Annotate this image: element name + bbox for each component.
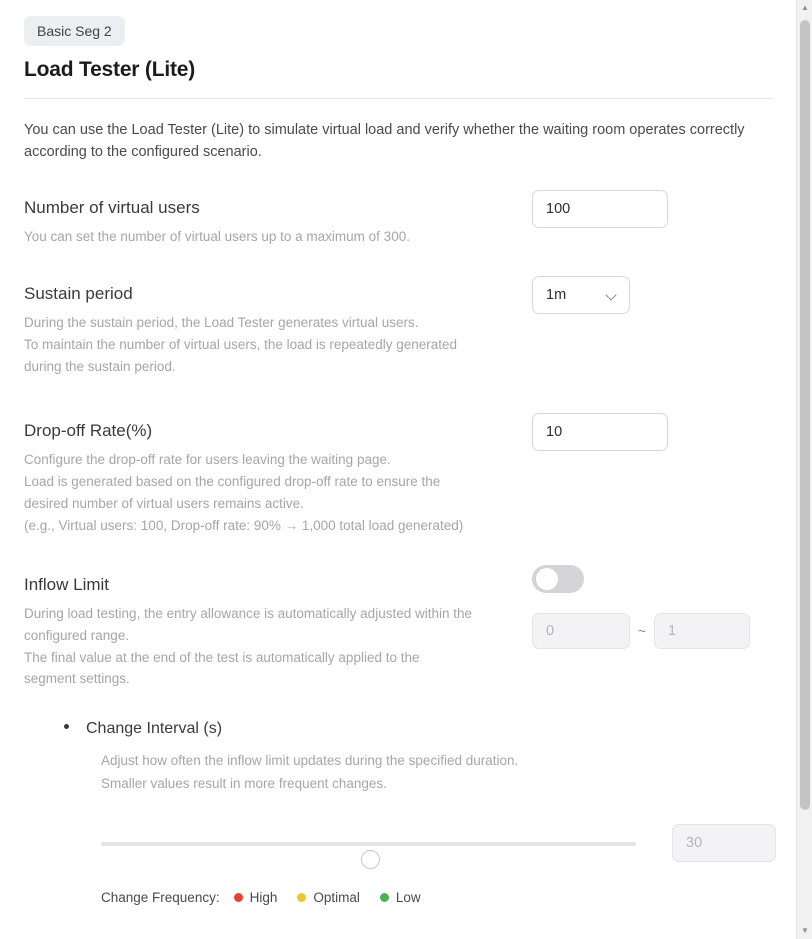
sustain-period-value: 1m [546,286,567,303]
legend-text-high: High [249,889,278,905]
header-divider [24,98,772,99]
change-interval-title-row [64,720,772,738]
legend-dot-optimal [297,893,306,902]
legend-text-low: Low [395,889,421,905]
legend-dot-high [234,893,243,902]
change-interval-description [101,750,772,795]
chevron-up-icon[interactable]: ▲ [801,3,809,12]
inflow-limit-heading: Inflow Limit [24,574,110,594]
inflow-range-min-input[interactable] [532,613,630,649]
legend-item-high [234,890,278,905]
virtual-users-value: 100 [546,200,571,217]
drop-off-desc-line-1: Configure the drop-off rate for users leaving the waiting page. [24,452,391,468]
drop-off-rate-description [24,449,524,536]
section-drop-off-rate [24,421,772,536]
drop-off-desc-line-4: (e.g., Virtual users: 100, Drop-off rate: 90% → 1,000 total load generated) [24,517,464,533]
sustain-period-description [24,312,524,378]
change-interval-slider-row [101,826,772,868]
drop-off-rate-heading: Drop-off Rate(%) [24,421,153,441]
inflow-range-min-value: 0 [546,622,555,639]
toggle-knob [536,568,558,590]
section-inflow-limit [24,575,772,905]
chevron-down-icon[interactable]: ▼ [801,926,809,935]
change-interval-block [64,720,772,904]
legend-item-optimal [297,890,360,905]
change-interval-desc-line-1: Adjust how often the inflow limit updates during the specified duration. [101,753,519,769]
drop-off-desc-line-3: desired number of virtual users remains active. [24,496,304,512]
slider-handle[interactable] [361,850,380,869]
drop-off-rate-value: 10 [546,424,563,441]
sustain-period-desc-line-1: During the sustain period, the Load Tester generates virtual users. [24,314,419,330]
change-interval-desc-line-2: Smaller values result in more frequent changes. [101,775,387,791]
page-scrollbar[interactable] [796,0,812,939]
inflow-desc-line-4: segment settings. [24,671,130,687]
inflow-range-max-value: 1 [668,622,677,639]
sustain-period-desc-line-3: during the sustain period. [24,358,176,374]
change-interval-value-input[interactable] [672,824,776,862]
sustain-period-select[interactable] [532,276,630,314]
section-sustain-period [24,284,772,378]
bullet-icon [64,724,69,729]
drop-off-rate-input[interactable] [532,413,668,451]
inflow-limit-range [532,613,750,649]
inflow-desc-line-2: configured range. [24,627,130,643]
scrollbar-thumb[interactable] [800,20,810,810]
change-frequency-legend [101,890,772,905]
inflow-limit-description [24,603,524,690]
inflow-desc-line-3: The final value at the end of the test is automatically applied to the [24,649,420,665]
change-interval-value: 30 [686,834,703,851]
page-description: You can use the Load Tester (Lite) to simulate virtual load and verify whether the waiting room operates correctly according to the configured scenario. [24,122,745,161]
section-virtual-users [24,198,772,248]
legend-text-optimal: Optimal [313,889,360,905]
inflow-range-max-input[interactable] [654,613,750,649]
virtual-users-input[interactable] [532,190,668,228]
legend-dot-low [380,893,389,902]
segment-badge[interactable]: Basic Seg 2 [24,16,125,46]
legend-item-low [380,890,421,905]
legend-label: Change Frequency: [101,889,220,905]
change-interval-title: Change Interval (s) [86,720,223,738]
sustain-period-desc-line-2: To maintain the number of virtual users, the load is repeatedly generated [24,336,458,352]
page-title: Load Tester (Lite) [24,58,196,81]
inflow-desc-line-1: During load testing, the entry allowance is automatically adjusted within the [24,605,472,621]
chevron-down-icon [606,289,618,301]
drop-off-desc-line-2: Load is generated based on the configured drop-off rate to ensure the [24,474,441,490]
change-interval-slider[interactable] [101,842,636,846]
range-separator: ~ [637,622,647,639]
virtual-users-description: You can set the number of virtual users up to a maximum of 300. [24,228,410,244]
sustain-period-heading: Sustain period [24,283,133,303]
inflow-limit-toggle[interactable] [532,565,584,593]
virtual-users-heading: Number of virtual users [24,197,200,217]
